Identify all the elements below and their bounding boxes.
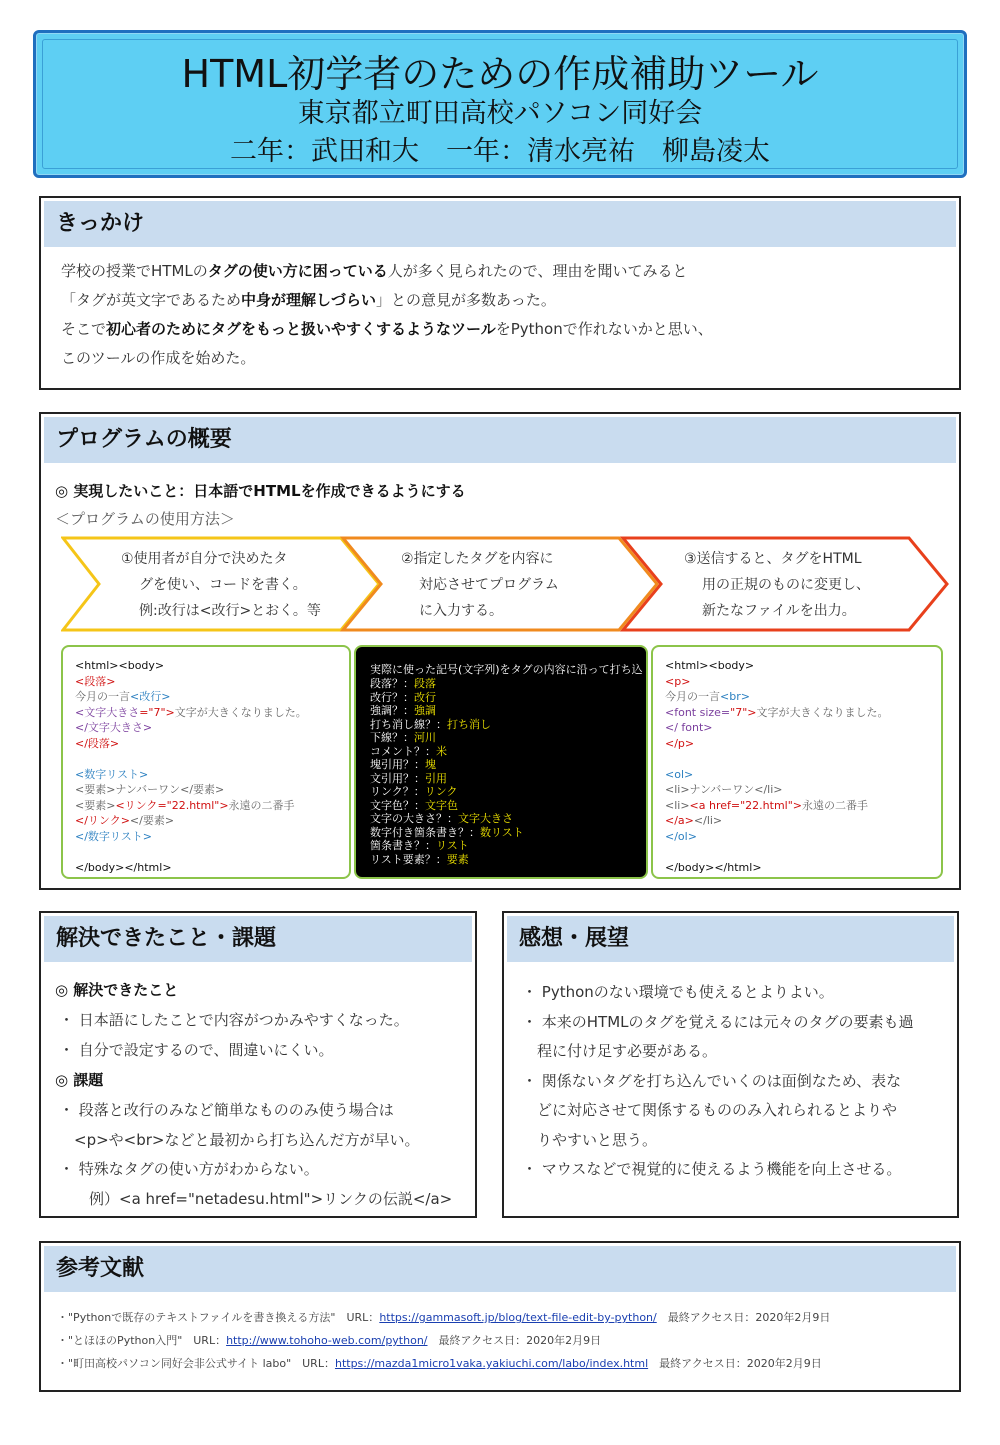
terminal-prompt: 塊引用？： bbox=[370, 758, 425, 771]
section-overview bbox=[39, 412, 961, 890]
step-line: グを使い、コードを書く。 bbox=[139, 577, 307, 593]
terminal-value: 文字大きさ bbox=[458, 812, 513, 825]
terminal-prompt: 文字色？： bbox=[370, 798, 425, 812]
list-item: ・ Pythonのない環境でも使えるとよりよい。 bbox=[522, 983, 834, 1001]
terminal-value: 打ち消し bbox=[447, 717, 491, 731]
list-item: ・ 本来のHTMLのタグを覚えるには元々のタグの要素も過 bbox=[522, 1012, 914, 1031]
code-token: 今月の一言 bbox=[665, 690, 720, 703]
list-item: 程に付け足す必要がある。 bbox=[522, 1042, 718, 1060]
code-token: <段落> bbox=[75, 674, 116, 688]
code-token: </文字大きさ> bbox=[75, 721, 153, 734]
code-line bbox=[75, 706, 307, 720]
code-line bbox=[665, 659, 754, 673]
terminal-line bbox=[370, 718, 491, 732]
list-item: <p>や<br>などと最初から打ち込んだ方が早い。 bbox=[59, 1130, 420, 1149]
list-item: ・ マウスなどで視覚的に使えるよう機能を向上させる。 bbox=[522, 1160, 902, 1178]
code-line bbox=[75, 768, 148, 782]
code-token: </段落> bbox=[75, 736, 120, 750]
code-token: </ol> bbox=[665, 829, 697, 843]
code-token: <数字リスト> bbox=[75, 767, 149, 781]
reference-link[interactable]: https://gammasoft.jp/blog/text-file-edit-by-python/ bbox=[379, 1311, 657, 1324]
code-token: ="7"> bbox=[139, 705, 175, 719]
terminal-value: 要素 bbox=[446, 852, 469, 866]
code-line bbox=[665, 721, 713, 735]
reference-title: ・"とほほのPython入門" URL： bbox=[57, 1334, 227, 1347]
terminal-line bbox=[370, 691, 436, 705]
code-line bbox=[665, 799, 868, 813]
code-token: </body></html> bbox=[75, 860, 172, 874]
section-solved bbox=[39, 911, 477, 1218]
step-3-text bbox=[684, 546, 870, 624]
terminal-line bbox=[370, 772, 447, 786]
section-title: きっかけ bbox=[44, 201, 956, 247]
reference-title: ・"Pythonで既存のテキストファイルを書き換える方法" URL： bbox=[57, 1311, 380, 1324]
section-title: 解決できたこと・課題 bbox=[44, 916, 472, 962]
terminal-line bbox=[370, 853, 469, 867]
terminal-prompt: 強調？： bbox=[370, 704, 414, 717]
solved-subheading: ◎ 解決できたこと bbox=[55, 981, 179, 999]
code-token: </ font> bbox=[665, 721, 713, 734]
terminal-line bbox=[370, 785, 458, 799]
code-line bbox=[75, 675, 115, 689]
code-token: <br> bbox=[720, 690, 750, 703]
emphasis-text: タグの使い方に困っている bbox=[207, 262, 388, 280]
terminal-prompt: 箇条書き？： bbox=[370, 839, 436, 852]
code-token: <a href="22.html"> bbox=[689, 798, 802, 812]
terminal-value: 塊 bbox=[425, 758, 436, 771]
terminal-prompt: コメント？： bbox=[370, 744, 436, 758]
kikkake-line bbox=[61, 260, 687, 281]
code-token: <font size= bbox=[665, 705, 731, 719]
code-token: 永遠の二番手 bbox=[802, 798, 868, 812]
member-names: 二年：武田和大 一年：清水亮祐 柳島凌太 bbox=[230, 136, 770, 167]
kikkake-line bbox=[61, 347, 255, 368]
code-line bbox=[665, 783, 782, 797]
terminal-value: 米 bbox=[436, 744, 447, 758]
step-line: 対応させてプログラム bbox=[419, 577, 559, 593]
list-item: りやすいと思う。 bbox=[522, 1130, 658, 1149]
code-line bbox=[665, 706, 889, 720]
code-token: </li> bbox=[693, 814, 723, 827]
code-token: <リンク bbox=[115, 798, 158, 812]
code-line bbox=[665, 690, 750, 704]
code-token: </body></html> bbox=[665, 860, 762, 874]
code-token: <要素> bbox=[75, 798, 116, 812]
terminal-line bbox=[370, 826, 524, 840]
step-line: ②指定したタグを内容に bbox=[401, 551, 554, 567]
list-item: ・ 関係ないタグを打ち込んでいくのは面倒なため、表な bbox=[522, 1071, 902, 1090]
terminal-prompt: 打ち消し線？： bbox=[370, 717, 447, 731]
terminal-line bbox=[370, 731, 436, 745]
step-line: 用の正規のものに変更し、 bbox=[702, 577, 870, 593]
terminal-line bbox=[370, 839, 469, 853]
terminal-value: 数リスト bbox=[480, 825, 524, 839]
terminal-line bbox=[370, 677, 436, 691]
list-item: 例）<a href="netadesu.html">リンクの伝説</a> bbox=[59, 1189, 453, 1208]
reference-item bbox=[57, 1309, 830, 1325]
terminal-line bbox=[370, 704, 436, 718]
code-line bbox=[665, 737, 694, 751]
list-item: ・ 段落と改行のみなど簡単なもののみ使う場合は bbox=[59, 1101, 394, 1119]
code-token: </数字リスト> bbox=[75, 829, 152, 843]
terminal-value: 引用 bbox=[425, 771, 447, 785]
goal-text: ◎ 実現したいこと：日本語でHTMLを作成できるようにする bbox=[55, 482, 466, 500]
terminal-value: 強調 bbox=[414, 704, 436, 717]
code-token: <要素>ナンバーワン</要素> bbox=[75, 783, 225, 796]
reference-link[interactable]: https://mazda1micro1vaka.yakiuchi.com/labo/index.html bbox=[334, 1357, 649, 1370]
code-token: <html><body> bbox=[75, 659, 165, 672]
code-line bbox=[665, 814, 722, 828]
code-sample-html bbox=[651, 645, 943, 879]
step-line: 新たなファイルを出力。 bbox=[702, 603, 856, 619]
terminal-prompt: 改行？： bbox=[370, 690, 414, 704]
body-text-span: 「タグが英文字であるため bbox=[61, 291, 242, 309]
code-line bbox=[75, 690, 170, 704]
terminal-line bbox=[370, 812, 513, 826]
terminal-prompt: リスト要素？： bbox=[370, 852, 447, 866]
step-line: に入力する。 bbox=[419, 603, 503, 619]
reference-access-date: 最終アクセス日：2020年2月9日 bbox=[656, 1311, 831, 1324]
list-item: ・ 日本語にしたことで内容がつかみやすくなった。 bbox=[59, 1011, 409, 1029]
poster-header bbox=[33, 30, 967, 178]
emphasis-text: 中身が理解しづらい bbox=[241, 291, 377, 309]
terminal-value: 文字色 bbox=[425, 798, 458, 812]
code-line bbox=[75, 783, 224, 797]
code-line bbox=[75, 861, 172, 875]
code-token: </リンク> bbox=[75, 814, 130, 827]
club-name: 東京都立町田高校パソコン同好会 bbox=[297, 98, 703, 129]
code-token: <ol> bbox=[665, 767, 694, 781]
list-item: どに対応させて関係するもののみ入れられるとよりや bbox=[522, 1101, 898, 1119]
step-line: 例:改行は<改行>とおく。等 bbox=[139, 603, 321, 619]
kikkake-line bbox=[61, 289, 556, 310]
emphasis-text: 初心者のためにタグをもっと扱いやすくするようなツール bbox=[106, 320, 496, 338]
step-2-text bbox=[401, 546, 559, 624]
code-token: <文字大きさ bbox=[75, 705, 140, 719]
terminal-window bbox=[354, 645, 648, 879]
code-line bbox=[665, 675, 690, 689]
code-token: 永遠の二番手 bbox=[228, 798, 295, 812]
section-kikkake bbox=[39, 196, 961, 390]
body-text-span: このツールの作成を始めた。 bbox=[61, 349, 256, 367]
code-token: ="22.html"> bbox=[157, 798, 229, 812]
code-token: <li>ナンバーワン</li> bbox=[665, 783, 783, 796]
section-references bbox=[39, 1241, 961, 1392]
code-token: <p> bbox=[665, 674, 691, 688]
code-line bbox=[75, 830, 152, 844]
step-line: ③送信すると、タグをHTML bbox=[684, 551, 862, 567]
terminal-value: 河川 bbox=[414, 731, 436, 744]
code-token: 文字が大きくなりました。 bbox=[756, 705, 889, 719]
terminal-value: リンク bbox=[424, 785, 458, 798]
code-line bbox=[665, 768, 693, 782]
terminal-prompt: 文引用？： bbox=[370, 771, 425, 785]
body-text-span: をPythonで作れないかと思い、 bbox=[495, 320, 713, 338]
poster-title: HTML初学者のための作成補助ツール bbox=[181, 52, 819, 96]
terminal-value: 段落 bbox=[414, 677, 436, 690]
usage-heading: ＜プログラムの使用方法＞ bbox=[55, 510, 235, 528]
terminal-value: 改行 bbox=[414, 690, 436, 704]
code-line bbox=[665, 861, 762, 875]
terminal-header: 実際に使った記号(文字列)をタグの内容に沿って打ち込 bbox=[370, 663, 643, 676]
code-token: 文字が大きくなりました。 bbox=[174, 705, 307, 719]
terminal-prompt: 文字の大きさ？： bbox=[370, 812, 458, 825]
code-sample-japanese bbox=[61, 645, 351, 879]
code-token: </a> bbox=[665, 814, 694, 827]
step-line: ①使用者が自分で決めたタ bbox=[121, 551, 288, 567]
code-token: </p> bbox=[665, 736, 695, 750]
code-line bbox=[665, 830, 697, 844]
terminal-prompt: 下線？： bbox=[370, 731, 414, 744]
code-token: </要素> bbox=[129, 814, 175, 827]
code-token: "7"> bbox=[730, 705, 757, 719]
code-line bbox=[75, 737, 119, 751]
issues-subheading: ◎ 課題 bbox=[55, 1071, 104, 1089]
body-text-span: 学校の授業でHTMLの bbox=[61, 262, 208, 280]
code-token: 今月の一言 bbox=[75, 690, 130, 703]
list-item: ・ 自分で設定するので、間違いにくい。 bbox=[59, 1041, 334, 1059]
code-line bbox=[75, 721, 152, 735]
code-token: <li> bbox=[665, 798, 690, 812]
code-token: <改行> bbox=[130, 690, 171, 703]
body-text-span: そこで bbox=[61, 320, 107, 338]
terminal-prompt: リンク？： bbox=[370, 785, 425, 798]
reference-access-date: 最終アクセス日：2020年2月9日 bbox=[427, 1334, 602, 1347]
terminal-line bbox=[370, 745, 447, 759]
code-token: <html><body> bbox=[665, 659, 755, 672]
reference-access-date: 最終アクセス日：2020年2月9日 bbox=[648, 1357, 822, 1370]
terminal-line bbox=[370, 758, 436, 772]
code-line bbox=[75, 659, 164, 673]
body-text-span: 人が多く見られたので、理由を聞いてみると bbox=[387, 262, 688, 280]
section-thoughts bbox=[502, 911, 959, 1218]
reference-item bbox=[57, 1332, 601, 1348]
section-title: 参考文献 bbox=[44, 1246, 956, 1292]
terminal-prompt: 段落？： bbox=[370, 677, 414, 690]
terminal-line bbox=[370, 799, 458, 813]
section-title: 感想・展望 bbox=[507, 916, 954, 962]
step-1-text bbox=[121, 546, 321, 624]
kikkake-line bbox=[61, 318, 713, 339]
code-line bbox=[75, 814, 174, 828]
reference-title: ・"町田高校パソコン同好会非公式サイト labo" URL： bbox=[57, 1357, 335, 1370]
section-title: プログラムの概要 bbox=[44, 417, 956, 463]
list-item: ・ 特殊なタグの使い方がわからない。 bbox=[59, 1160, 319, 1178]
body-text-span: 」との意見が多数あった。 bbox=[376, 291, 556, 309]
code-line bbox=[75, 799, 295, 813]
reference-link[interactable]: http://www.tohoho-web.com/python/ bbox=[226, 1334, 428, 1347]
terminal-prompt: 数字付き箇条書き？： bbox=[370, 825, 480, 839]
reference-item bbox=[57, 1355, 822, 1371]
terminal-value: リスト bbox=[436, 839, 469, 852]
